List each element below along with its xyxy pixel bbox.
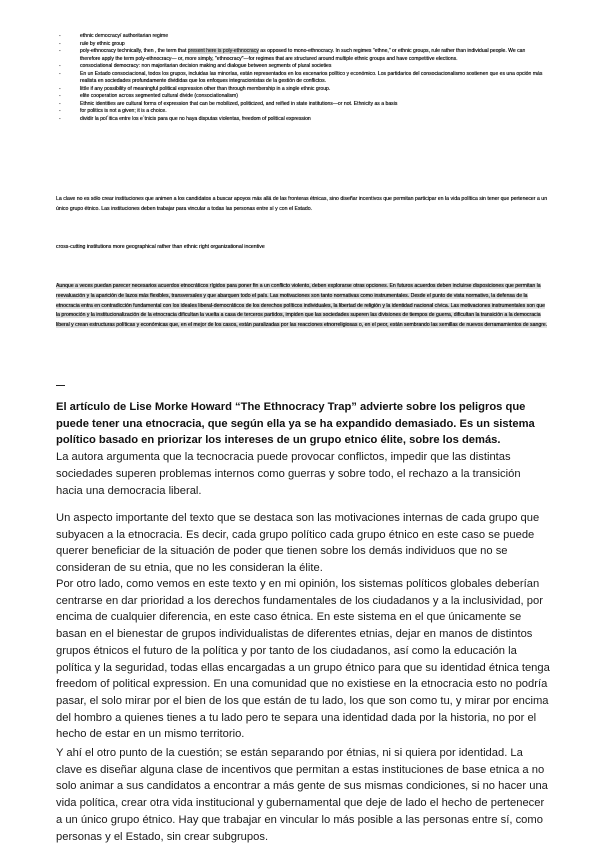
bullet-text: dividir la pol´itica entre los e´tnicis para que no haya disputas violentas, freedom of political expression [80, 116, 311, 123]
bullet-text: little if any possibility of meaningful political expression other than through membership in a single ethnic group. [80, 85, 331, 92]
list-item [58, 93, 544, 101]
bullet-dash: - [59, 100, 61, 107]
bullet-text: poly-ethnocracy technically, then , the term that [80, 48, 188, 55]
list-item [58, 63, 544, 71]
essay-intro-body: La autora argumenta que la tecnocracia puede provocar conflictos, impedir que las distintas sociedades superen problemas internos como guerras y sobre todo, el rechazo a la transición hacia una democracia liberal. [56, 451, 521, 497]
list-item [58, 71, 544, 86]
list-item [58, 116, 544, 124]
notes-paragraph-agreements [56, 282, 550, 331]
list-item [58, 33, 544, 41]
notes-bullet-list [58, 33, 544, 124]
bullet-text: Ethnic identities are cultural forms of expression that can be mobilized, politicized, and reified in state institutions—or not. Ethnicity as a basis [80, 100, 398, 107]
list-item [58, 41, 544, 49]
list-item [58, 48, 544, 63]
list-item [58, 108, 544, 116]
bullet-dash: - [59, 33, 61, 39]
essay-paragraph-opinion: Por otro lado, como vemos en este texto y en mi opinión, los sistemas políticos globales deberían centrarse en dar prioridad a los derechos fundamentales de los ciudadanos y a la inclusividad, por encima de cualquier diferencia, en este caso étnica. En este sistema en el que únicamente se basan en el bienestar de grupos individualistas de diferentes etnias, dejar en manos de distintos grupos étnicos el futuro de la política y por tanto de los ciudadanos, así como la educación la política y la seguridad, todas ellas encargadas a un grupo étnico para que su identidad étnica tenga freedom of political expression. En una comunidad que no existiese en la etnocracia esto no podría pasar, el solo mirar por el bien de los que están de tu lado, los que son como tu, y mirar por encima del hombro a quienes tienes a tu lado pero te separa una identidad dada por la historia, no por el hecho de estar en un mismo territorio. [56, 578, 550, 741]
bullet-dash: - [59, 108, 61, 115]
bullet-text: as opposed to mono-ethnocracy. In such regimes "ethne," or ethnic groups, rule rather than individual people. We can therefore apply the term poly-ethnocracy— or, more simply, "ethnocracy"—for regimes that are structured around multiple ethnic groups and have competitive elections. [80, 48, 526, 62]
bullet-text: consociational democracy: non majoritarian decision making and dialogue between segments of plural societies [80, 63, 332, 70]
essay-intro-bold: El artículo de Lise Morke Howard “The Ethnocracy Trap” advierte sobre los peligros que puede tener una etnocracia, que según ella ya se ha expandido demasiado. Es un sistema político basado en priorizar los intereses de un grupo etnico élite, sobre los demás. [56, 401, 535, 447]
bullet-dash: - [59, 63, 61, 70]
bullet-dash: - [59, 70, 61, 77]
bullet-dash: - [59, 40, 61, 47]
bullet-text: elite cooperation across segmented cultural divide (consociationalism) [80, 93, 238, 100]
notes-paragraph-key-incentives: La clave no es sólo crear instituciones que animen a los candidatos a buscar apoyos más allá de las fronteras étnicas, sino diseñar incentivos que permitan participar en la vida política sin tener que pertenecer a un único grupo étnico. Las instituciones deben trabajar para vincular a todas las personas entre sí y con el Estado. [56, 196, 548, 212]
bullet-dash: - [59, 116, 61, 123]
section-separator [56, 385, 65, 386]
bullet-text: for politics is not a given; it is a choice. [80, 108, 167, 115]
essay-paragraph-conclusion: Y ahí el otro punto de la cuestión; se están separando por étnias, ni si quiera por identidad. La clave es diseñar alguna clase de incentivos que permitan a estas instituciones de base etnica a no solo animar a sus candidatos a encontrar a más gente de sus mismas condiciones, si no hacer una vida política, crear otra vida institucional y gubernamental que deje de lado el hecho de pertenecer a un único grupo étnico. Hay que trabajar en vincular lo más posible a las personas entre sí, como personas y el Estado, sin crear subgrupos. [56, 747, 548, 843]
bullet-dash: - [59, 48, 61, 55]
highlighted-text: present here is poly-ethnocracy [187, 48, 259, 55]
bullet-dash: - [59, 85, 61, 92]
shaded-text: Aunque a veces puedan parecer necesarios acuerdos etnocráticos rígidos para poner fin a un conflicto violento, deben explorarse otras opciones. En futuros acuerdos deben incluirse disposiciones que permitan la reevaluación y la aparición de lazos más flexibles, transversales y que abarquen todo el país. Las motivaciones son tanto normativas como instrumentales. Desde el punto de vista normativo, la defensa de la etnocracia entra en contradicción fundamental con los ideales liberal-democráticos de los derechos políticos individuales, la libertad de religión y la identidad nacional cívica. Las motivaciones instrumentales son que la promoción y la institucionalización de la etnocracia dificultan la vuelta a casa de terceros partidos, impiden que las sociedades superen las divisiones de tiempos de guerra, dificultan la transición a la democracia liberal y crean estructuras políticas y económicas que, en el mejor de los casos, están paralizadas por las reacciones etnorreligiosas o, en el peor, están sembrando las semillas de nuevos derramamientos de sangre. [56, 283, 548, 329]
essay-paragraph-motivations: Un aspecto importante del texto que se destaca son las motivaciones internas de cada grupo que subyacen a la etnocracia. Es decir, cada grupo político cada grupo étnico en este caso se puede querer beneficiar de la situación de poder que tienen sobre los demás individuos que no se consideran de su etnia, que no les consideran la élite. [56, 512, 540, 575]
bullet-dash: - [59, 93, 61, 100]
essay-intro [56, 399, 550, 499]
notes-paragraph-cross-cutting: cross-cutting institutions more geographical rather than ethnic right organizational incentive [56, 244, 265, 250]
bullet-text: ethnic democracy/ authoritarian regime [80, 33, 169, 39]
bullet-text: rule by ethnic group [80, 40, 125, 47]
bullet-text: En un Estado consociacional, todos los grupos, incluidas las minorías, están representados en los escenarios político y económico. Los partidarios del consociacionalismo sostienen que es una opción más realista en sociedades profundamente divididas que los enfoques integracionistas de la gestión de conflictos. [80, 70, 543, 85]
